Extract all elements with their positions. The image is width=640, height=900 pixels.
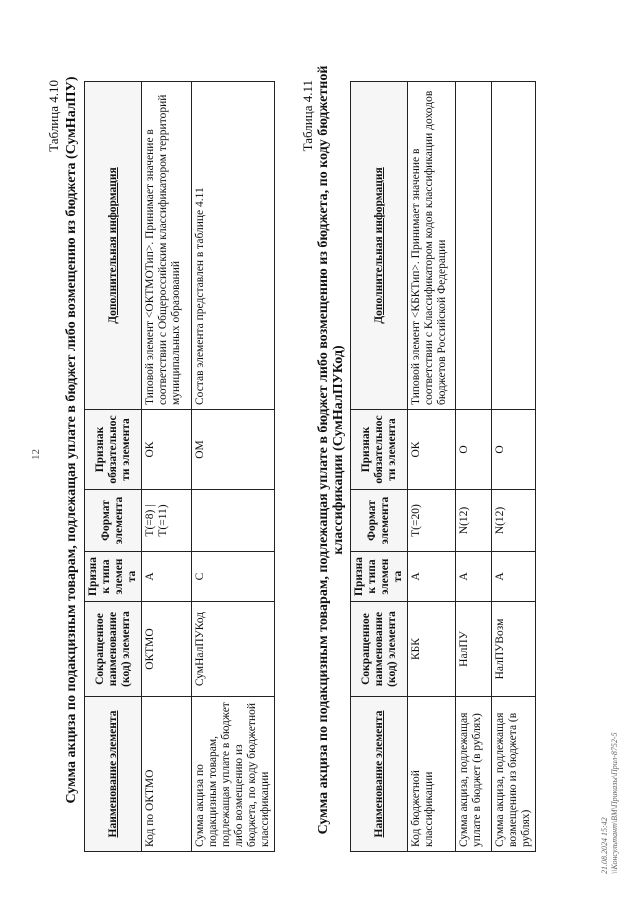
cell-code: КБК [408, 602, 456, 697]
table2-header-format: Формат элемента [351, 490, 408, 552]
table-row [408, 82, 456, 852]
footer-stamp [600, 634, 620, 874]
cell-code: НалПУ [456, 602, 492, 697]
cell-type: А [408, 552, 456, 602]
cell-type: А [142, 552, 192, 602]
table1 [84, 81, 275, 852]
cell-type: А [492, 552, 536, 602]
cell-code: НалПУВозм [492, 602, 536, 697]
cell-required: О [492, 410, 536, 490]
table1-header-type: Признак типа элемента [85, 552, 142, 602]
cell-info: Состав элемента представлен в таблице 4.11 [192, 82, 275, 410]
table1-header-row [85, 82, 142, 852]
cell-name: Сумма акциза по подакцизным товарам, подлежащая уплате в бюджет либо возмещению из бюджета, по коду бюджетной классификации [192, 697, 275, 852]
cell-name: Код бюджетной классификации [408, 697, 456, 852]
table-row [456, 82, 492, 852]
cell-info [492, 82, 536, 410]
table-row [192, 82, 275, 852]
cell-info: Типовой элемент <КБКТип>. Принимает значение в соответствии с Классификатором кодов классификации доходов бюджетов Российской Федерации [408, 82, 456, 410]
cell-name: Сумма акциза, подлежащая уплате в бюджет (в рублях) [456, 697, 492, 852]
page-number: 12 [30, 449, 42, 460]
cell-info: Типовой элемент <ОКТМОТип>. Принимает значение в соответствии с Общероссийским классификатором территорий муниципальных образований [142, 82, 192, 410]
cell-code: СумНалПУКод [192, 602, 275, 697]
table2-header-type: Признак типа элемента [351, 552, 408, 602]
table2-label: Таблица 4.11 [300, 80, 315, 152]
table2-header-required: Признак обязательности элемента [351, 410, 408, 490]
cell-required: ОК [408, 410, 456, 490]
table1-header-format: Формат элемента [85, 490, 142, 552]
cell-format [192, 490, 275, 552]
table1-header-code: Сокращенное наименование (код) элемента [85, 602, 142, 697]
cell-required: ОК [142, 410, 192, 490]
table2-header-name: Наименование элемента [351, 697, 408, 852]
table2-header-row [351, 82, 408, 852]
table1-header-required: Признак обязательности элемента [85, 410, 142, 490]
footer-timestamp: 21.08.2024 15:42 [600, 817, 609, 874]
cell-name: Сумма акциза, подлежащая возмещению из бюджета (в рублях) [492, 697, 536, 852]
cell-format: T(=8) | T(=11) [142, 490, 192, 552]
table1-header-name: Наименование элемента [85, 697, 142, 852]
cell-code: ОКТМО [142, 602, 192, 697]
cell-format: N(12) [456, 490, 492, 552]
cell-format: N(12) [492, 490, 536, 552]
cell-required: О [456, 410, 492, 490]
table2-header-code: Сокращенное наименование (код) элемента [351, 602, 408, 697]
cell-name: Код по ОКТМО [142, 697, 192, 852]
table1-title: Сумма акциза по подакцизным товарам, подлежащая уплате в бюджет либо возмещению из бюджета (СумНалПУ) [64, 76, 79, 804]
table1-header-info: Дополнительная информация [85, 82, 142, 410]
table2-header-info: Дополнительная информация [351, 82, 408, 410]
cell-required: ОМ [192, 410, 275, 490]
table2-title: Сумма акциза по подакцизным товарам, подлежащая уплате в бюджет либо возмещению из бюджета, по коду бюджетной классификации (СумНалПУКод) [316, 65, 346, 835]
footer-path: \\Консультант\ВМ\Приказы\Прил-8752-5 [610, 732, 619, 874]
cell-type: С [192, 552, 275, 602]
cell-type: А [456, 552, 492, 602]
cell-info [456, 82, 492, 410]
table1-label: Таблица 4.10 [46, 80, 61, 152]
table2 [350, 81, 536, 852]
table-row [492, 82, 536, 852]
table-row [142, 82, 192, 852]
cell-format: T(=20) [408, 490, 456, 552]
